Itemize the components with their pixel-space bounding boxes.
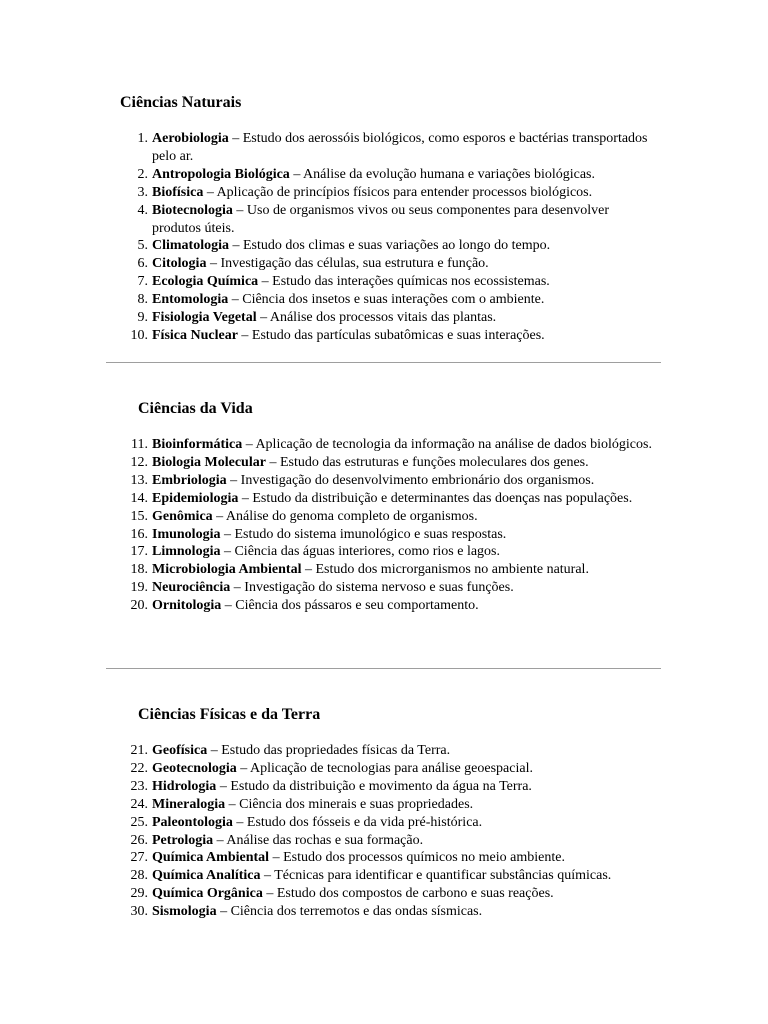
- numbered-list: [124, 742, 654, 921]
- list-item: [124, 472, 654, 490]
- section-heading: [124, 705, 320, 725]
- item-term: Ecologia Química: [152, 274, 259, 290]
- list-item: [124, 526, 654, 544]
- item-description: – Análise da evolução humana e variações biológicas.: [289, 166, 595, 182]
- list-item: [124, 309, 654, 327]
- item-number: 23.: [130, 778, 148, 794]
- item-description: – Ciência das águas interiores, como rios e lagos.: [220, 544, 501, 560]
- horizontal-divider: [106, 362, 661, 363]
- item-number: 6.: [137, 256, 148, 272]
- item-description: – Análise das rochas e sua formação.: [213, 832, 424, 848]
- item-description: – Ciência dos terremotos e das ondas sísmicas.: [216, 904, 483, 920]
- item-description: – Investigação das células, sua estrutura e função.: [206, 256, 489, 272]
- horizontal-divider: [106, 668, 661, 669]
- item-description: – Estudo dos aerossóis biológicos, como esporos e bactérias transportados pelo ar.: [152, 131, 648, 164]
- item-description: – Estudo dos fósseis e da vida pré-histórica.: [232, 814, 483, 830]
- item-description: – Estudo da distribuição e determinantes das doenças nas populações.: [238, 490, 633, 506]
- item-term: Neurociência: [152, 580, 231, 596]
- item-number: 25.: [130, 814, 148, 830]
- list-item: [124, 814, 654, 832]
- item-description: – Estudo do sistema imunológico e suas respostas.: [220, 526, 507, 542]
- item-term: Física Nuclear: [152, 327, 238, 343]
- item-description: – Aplicação de tecnologia da informação na análise de dados biológicos.: [242, 437, 652, 452]
- list-item: [124, 255, 654, 273]
- list-item: [124, 184, 654, 202]
- item-number: 18.: [130, 562, 148, 578]
- item-description: – Ciência dos minerais e suas propriedades.: [225, 796, 474, 812]
- item-description: – Aplicação de princípios físicos para entender processos biológicos.: [203, 184, 593, 200]
- item-term: Embriologia: [152, 472, 227, 488]
- item-number: 8.: [137, 292, 148, 308]
- item-number: 22.: [130, 760, 148, 776]
- item-term: Citologia: [152, 256, 207, 272]
- item-number: 17.: [130, 544, 148, 560]
- list-item: [124, 166, 654, 184]
- item-term: Geotecnologia: [152, 760, 237, 776]
- item-number: 1.: [137, 131, 148, 146]
- item-number: 29.: [130, 886, 148, 902]
- item-description: – Estudo das interações químicas nos ecossistemas.: [258, 274, 550, 290]
- item-number: 27.: [130, 850, 148, 866]
- item-number: 20.: [130, 598, 148, 614]
- item-description: – Estudo dos climas e suas variações ao longo do tempo.: [229, 238, 551, 254]
- item-term: Química Ambiental: [152, 850, 270, 866]
- section-heading-text: Ciências da Vida: [138, 400, 253, 417]
- item-description: – Estudo das partículas subatômicas e suas interações.: [237, 327, 545, 343]
- item-number: 11.: [131, 437, 148, 452]
- item-description: – Aplicação de tecnologias para análise geoespacial.: [236, 760, 533, 776]
- item-number: 12.: [130, 454, 148, 470]
- list-item: [124, 561, 654, 579]
- item-number: 3.: [137, 184, 148, 200]
- item-number: 13.: [130, 472, 148, 488]
- item-term: Biologia Molecular: [152, 454, 266, 470]
- item-term: Petrologia: [152, 832, 214, 848]
- item-description: – Investigação do sistema nervoso e suas funções.: [230, 580, 514, 596]
- list-item: [124, 778, 654, 796]
- list-item: [124, 273, 654, 291]
- item-term: Epidemiologia: [152, 490, 239, 506]
- item-description: – Estudo da distribuição e movimento da água na Terra.: [216, 778, 532, 794]
- item-description: – Estudo dos microrganismos no ambiente natural.: [301, 562, 589, 578]
- item-description: – Investigação do desenvolvimento embrionário dos organismos.: [226, 472, 595, 488]
- item-number: 5.: [137, 238, 148, 254]
- list-item: [124, 202, 654, 238]
- item-number: 9.: [137, 310, 148, 326]
- list-item: [124, 237, 654, 255]
- item-number: 28.: [130, 868, 148, 884]
- item-term: Hidrologia: [152, 778, 217, 794]
- item-number: 16.: [130, 526, 148, 542]
- section-heading: [106, 93, 241, 113]
- section-heading-text: Ciências Físicas e da Terra: [138, 706, 321, 723]
- item-description: – Ciência dos pássaros e seu comportamento.: [221, 598, 479, 614]
- item-term: Imunologia: [152, 526, 221, 542]
- item-number: 21.: [130, 743, 148, 758]
- item-number: 2.: [137, 166, 148, 182]
- item-number: 26.: [130, 832, 148, 848]
- item-number: 10.: [130, 327, 148, 343]
- item-number: 19.: [130, 580, 148, 596]
- list-item: [124, 867, 654, 885]
- item-number: 7.: [137, 274, 148, 290]
- item-description: – Estudo dos processos químicos no meio ambiente.: [269, 850, 565, 866]
- item-description: – Estudo das estruturas e funções moleculares dos genes.: [265, 454, 589, 470]
- list-item: [124, 327, 654, 345]
- item-term: Climatologia: [152, 238, 229, 254]
- item-description: – Estudo das propriedades físicas da Terra.: [207, 743, 451, 758]
- item-description: – Ciência dos insetos e suas interações com o ambiente.: [228, 292, 545, 308]
- item-number: 15.: [130, 508, 148, 524]
- list-item: [124, 849, 654, 867]
- item-term: Mineralogia: [152, 796, 226, 812]
- list-item: [124, 454, 654, 472]
- item-term: Aerobiologia: [152, 131, 229, 146]
- list-item: [124, 508, 654, 526]
- section-heading: [124, 399, 253, 419]
- list-item: [124, 742, 654, 760]
- item-term: Fisiologia Vegetal: [152, 310, 257, 326]
- item-term: Química Orgânica: [152, 886, 263, 902]
- item-term: Biotecnologia: [152, 202, 233, 218]
- list-item: [124, 130, 654, 166]
- list-item: [124, 885, 654, 903]
- item-term: Limnologia: [152, 544, 221, 560]
- item-description: – Uso de organismos vivos ou seus componentes para desenvolver produtos úteis.: [152, 202, 610, 236]
- list-item: [124, 291, 654, 309]
- item-number: 24.: [130, 796, 148, 812]
- item-description: – Técnicas para identificar e quantificar substâncias químicas.: [260, 868, 612, 884]
- list-item: [124, 579, 654, 597]
- item-term: Antropologia Biológica: [152, 166, 290, 182]
- item-term: Ornitologia: [152, 598, 222, 614]
- item-term: Biofísica: [152, 184, 204, 200]
- item-term: Geofísica: [152, 743, 208, 758]
- list-item: [124, 436, 654, 454]
- list-item: [124, 796, 654, 814]
- item-term: Bioinformática: [152, 437, 243, 452]
- item-description: – Análise do genoma completo de organismos.: [212, 508, 478, 524]
- list-item: [124, 832, 654, 850]
- numbered-list: [124, 130, 654, 345]
- item-term: Genômica: [152, 508, 213, 524]
- item-term: Entomologia: [152, 292, 229, 308]
- item-number: 30.: [130, 904, 148, 920]
- list-item: [124, 597, 654, 615]
- item-description: – Estudo dos compostos de carbono e suas reações.: [262, 886, 554, 902]
- item-term: Química Analítica: [152, 868, 261, 884]
- list-item: [124, 760, 654, 778]
- list-item: [124, 543, 654, 561]
- item-term: Microbiologia Ambiental: [152, 562, 302, 578]
- item-number: 14.: [130, 490, 148, 506]
- list-item: [124, 490, 654, 508]
- item-number: 4.: [137, 202, 148, 218]
- list-item: [124, 903, 654, 921]
- numbered-list: [124, 436, 654, 615]
- item-description: – Análise dos processos vitais das plantas.: [256, 310, 497, 326]
- item-term: Sismologia: [152, 904, 217, 920]
- item-term: Paleontologia: [152, 814, 233, 830]
- section-heading-text: Ciências Naturais: [120, 94, 242, 111]
